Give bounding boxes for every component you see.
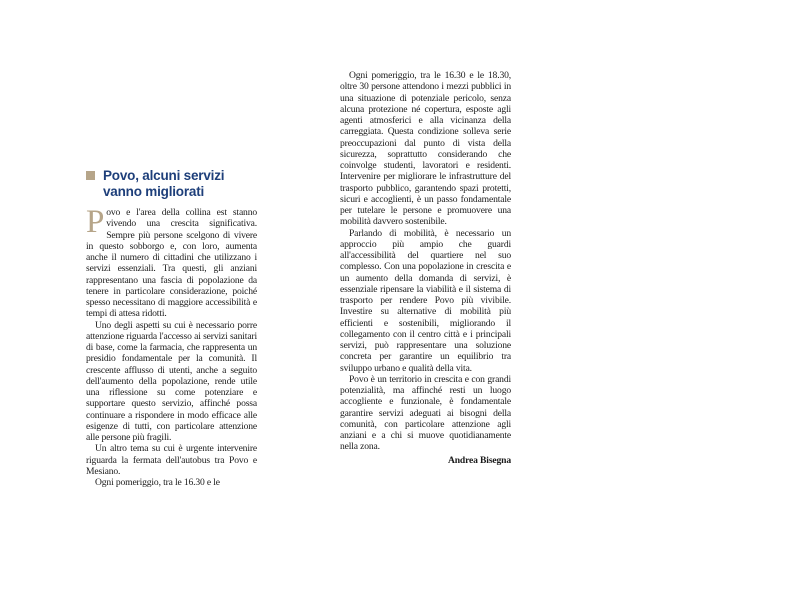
drop-cap: P: [86, 207, 105, 240]
paragraph: Un altro tema su cui è urgente intervenire riguarda la fermata dell'autobus tra Povo e Mesiano.: [86, 443, 257, 477]
article-title: [103, 168, 276, 200]
lead-paragraph: [86, 207, 257, 320]
column-right: [340, 70, 511, 466]
author-signature: Andrea Bisegna: [447, 454, 511, 466]
paragraph: Parlando di mobilità, è necessario un approccio più ampio che guardi all'accessibilità del quartiere nel suo complesso. Con una popolazione in crescita e un aumento della domanda di servizi, è essenziale ripensare la viabilità e il sistema di trasporto per rendere Povo più vivibile. Investire su alternative di mobilità più efficienti e sostenibili, migliorando il collegamento con il centro città e i principali servizi, può rappresentare una soluzione concreta per garantire un equilibrio tra sviluppo urbano e qualità della vita.: [340, 227, 511, 374]
paragraph: Povo è un territorio in crescita e con grandi potenzialità, ma affinché resti un luogo accogliente e funzionale, è fondamentale garantire servizi adeguati ai bisogni della comunità, con particolare attenzione agli anziani e a chi si muove quotidianamente nella zona.: [340, 373, 511, 453]
column-left: [86, 207, 257, 493]
lead-text: ovo e l'area della collina est stanno vivendo una crescita significativa. Sempre più persone scelgono di vivere in questo sobborgo e, con loro, aumenta anche il numero di cittadini che utilizzano i servizi essenziali. Tra questi, gli anziani rappresentano una fascia di popolazione da tenere in particolare considerazione, poiché spesso necessitano di maggiore accessibilità e tempi di attesa ridotti.: [86, 207, 257, 320]
article-headline: [86, 168, 276, 200]
title-line-2: vanno migliorati: [103, 184, 205, 199]
title-line-1: Povo, alcuni servizi: [103, 168, 225, 183]
paragraph: Uno degli aspetti su cui è necessario porre attenzione riguarda l'accesso ai servizi sanitari di base, come la farmacia, che rappresenta un presidio fondamentale per la comunità. Il crescente afflusso di utenti, anche a seguito dell'aumento della popolazione, rende utile una riflessione su come potenziare e supportare questo servizio, affinché possa continuare a rispondere in modo efficace alle esigenze di tutti, con particolare attenzione alle persone più fragili.: [86, 319, 257, 443]
paragraph: Ogni pomeriggio, tra le 16.30 e le 18.30, oltre 30 persone attendono i mezzi pubblici in una situazione di potenziale pericolo, senza alcuna protezione né copertura, esposte agli agenti atmosferici e alla vicinanza della carreggiata. Questa condizione solleva serie preoccupazioni dal punto di vista della sicurezza, soprattutto considerando che coinvolge studenti, lavoratori e residenti. Intervenire per migliorare le infrastrutture del trasporto pubblico, garantendo spazi protetti, sicuri e accoglienti, è un passo fondamentale per tutelare le persone e promuovere una mobilità davvero sostenibile.: [340, 70, 511, 228]
square-bullet-icon: [86, 171, 95, 180]
paragraph-cut-off: Ogni pomeriggio, tra le 16.30 e le: [95, 477, 220, 488]
